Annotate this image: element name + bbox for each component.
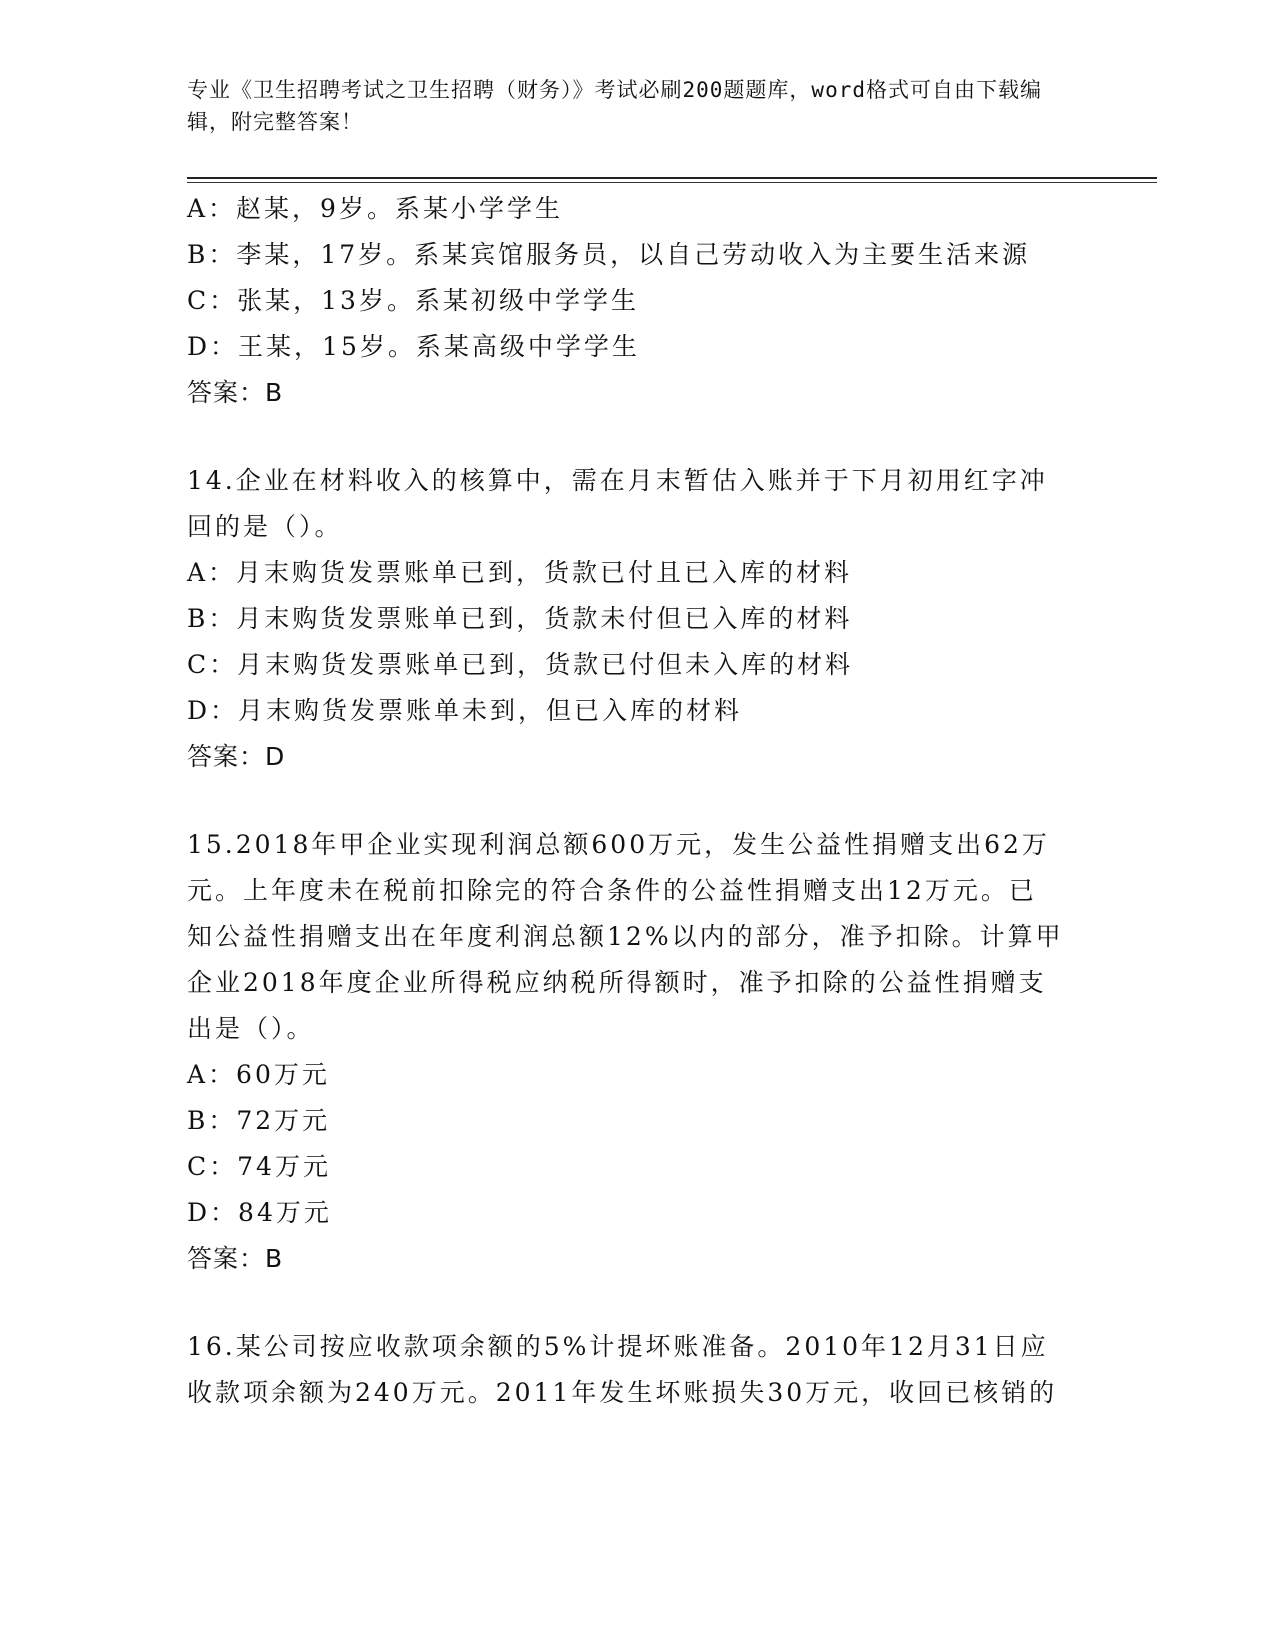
option-b: B：月末购货发票账单已到，货款未付但已入库的材料	[187, 604, 853, 633]
question-13	[187, 186, 1087, 416]
option-d: D：84万元	[187, 1198, 332, 1227]
question-text-line: 回的是（）。	[187, 512, 343, 541]
option-d: D：月末购货发票账单未到，但已入库的材料	[187, 696, 743, 725]
header-divider	[187, 177, 1157, 179]
question-text-line: 收款项余额为240万元。2011年发生坏账损失30万元，收回已核销的	[187, 1378, 1058, 1407]
spacer	[187, 416, 1087, 458]
question-text-line: 14.企业在材料收入的核算中，需在月末暂估入账并于下月初用红字冲	[187, 466, 1048, 495]
answer: 答案：D	[187, 742, 286, 771]
option-a: A：月末购货发票账单已到，货款已付且已入库的材料	[187, 558, 853, 587]
option-a: A：赵某，9岁。系某小学学生	[187, 194, 563, 223]
option-b: B：72万元	[187, 1106, 331, 1135]
option-c: C：74万元	[187, 1152, 331, 1181]
question-text-line: 16.某公司按应收款项余额的5%计提坏账准备。2010年12月31日应	[187, 1332, 1049, 1361]
question-14	[187, 458, 1087, 780]
answer: 答案：B	[187, 1244, 284, 1273]
question-15	[187, 822, 1087, 1282]
option-a: A：60万元	[187, 1060, 330, 1089]
spacer	[187, 1282, 1087, 1324]
question-text-line: 知公益性捐赠支出在年度利润总额12%以内的部分，准予扣除。计算甲	[187, 922, 1064, 951]
header-divider-thin	[187, 182, 1157, 183]
document-header: 专业《卫生招聘考试之卫生招聘（财务）》考试必刷200题题库，word格式可自由下载编辑，附完整答案！	[187, 78, 1042, 134]
question-text-line: 出是（）。	[187, 1014, 315, 1043]
question-text-line: 元。上年度未在税前扣除完的符合条件的公益性捐赠支出12万元。已	[187, 876, 1037, 905]
option-d: D：王某，15岁。系某高级中学学生	[187, 332, 640, 361]
question-text-line: 企业2018年度企业所得税应纳税所得额时，准予扣除的公益性捐赠支	[187, 968, 1047, 997]
question-list	[187, 186, 1087, 1416]
spacer	[187, 780, 1087, 822]
question-text-line: 15.2018年甲企业实现利润总额600万元，发生公益性捐赠支出62万	[187, 830, 1050, 859]
answer: 答案：B	[187, 378, 284, 407]
option-c: C：张某，13岁。系某初级中学学生	[187, 286, 639, 315]
question-16	[187, 1324, 1087, 1416]
option-c: C：月末购货发票账单已到，货款已付但未入库的材料	[187, 650, 854, 679]
option-b: B：李某，17岁。系某宾馆服务员，以自己劳动收入为主要生活来源	[187, 240, 1031, 269]
